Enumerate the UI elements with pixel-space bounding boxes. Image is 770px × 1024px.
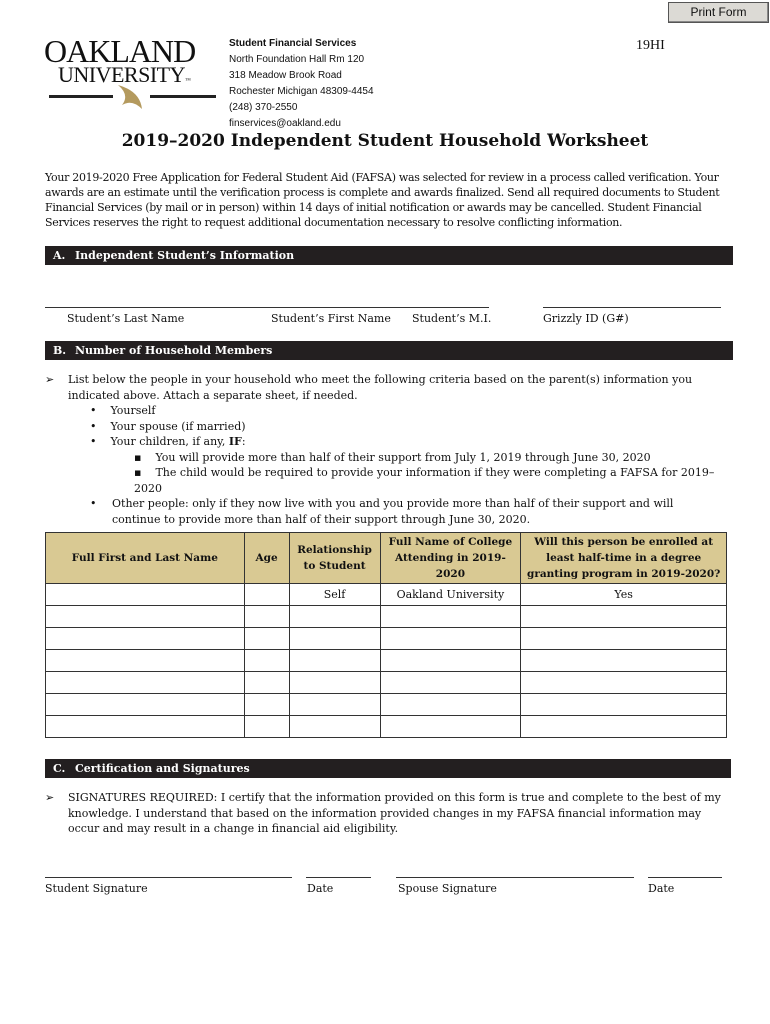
cell-name[interactable] [46, 650, 245, 672]
sail-icon [114, 83, 146, 111]
bullet-text: Your spouse (if married) [110, 419, 246, 433]
arrow-bullet-icon: ➢ [45, 373, 55, 386]
list-item: • Your spouse (if married) [90, 419, 246, 433]
table-row [46, 694, 727, 716]
section-letter: C. [53, 762, 66, 775]
cell-age[interactable] [244, 628, 289, 650]
date-line[interactable] [648, 877, 722, 878]
bullet-text: Your children, if any, [110, 435, 229, 448]
date-label: Date [648, 882, 675, 895]
section-letter: B. [53, 344, 67, 357]
header-enrolled: Will this person be enrolled at least half-time in a degree granting program in 2019-2020? [521, 533, 727, 584]
page-title: 2019–2020 Independent Student Household Worksheet [121, 131, 649, 151]
section-a-header [45, 246, 733, 265]
cell-relationship[interactable]: Self [289, 584, 380, 606]
logo-tm: ™ [185, 78, 191, 84]
cell-enrolled[interactable] [521, 650, 727, 672]
logo-oakland: OAKLAND [44, 33, 196, 69]
table-row [46, 606, 727, 628]
header-college: Full Name of College Attending in 2019-2020 [380, 533, 521, 584]
instruction-text: List below the people in your household who meet the following criteria based on the parent(s) information you indicated above. Attach a separate sheet, if needed. [68, 373, 693, 402]
section-letter: A. [53, 249, 66, 262]
cell-college[interactable]: Oakland University [380, 584, 521, 606]
cell-name[interactable] [46, 694, 245, 716]
office-name: Student Financial Services [229, 38, 357, 49]
cell-name[interactable] [46, 672, 245, 694]
if-word: IF [228, 435, 242, 448]
cell-college[interactable] [380, 694, 521, 716]
first-name-label: Student’s First Name [271, 312, 391, 325]
cell-relationship[interactable] [289, 716, 380, 738]
cell-enrolled[interactable] [521, 694, 727, 716]
address-line: 318 Meadow Brook Road [229, 70, 342, 81]
student-signature-line[interactable] [45, 877, 292, 878]
section-b-header [45, 341, 733, 360]
cell-enrolled[interactable]: Yes [521, 584, 727, 606]
cell-college[interactable] [380, 606, 521, 628]
list-item: • Yourself [90, 404, 156, 417]
cell-enrolled[interactable] [521, 606, 727, 628]
intro-paragraph: Your 2019-2020 Free Application for Federal Student Aid (FAFSA) was selected for review in a process called verification. Your awards are an estimate until the verification process is complete and awards finalized. Send all required documents to Student Financial Services (by mail or in person) within 14 days of initial notification or awards may be cancelled. Student Financial Services reserves the right to request additional documentation necessary to resolve conflicting information. [45, 171, 720, 229]
household-table [45, 532, 727, 738]
office-address [229, 36, 374, 132]
list-item: • Your children, if any, IF: [90, 435, 246, 448]
section-title: Independent Student’s Information [75, 249, 295, 262]
sub-list-item: ▪ You will provide more than half of their support from July 1, 2019 through June 30, 2020 [134, 450, 651, 464]
table-row [46, 584, 727, 606]
sub-list-item: ▪ The child would be required to provide your information if they were completing a FAFSA for 2019–2020 [134, 466, 715, 495]
spouse-signature-line[interactable] [396, 877, 634, 878]
table-row [46, 628, 727, 650]
cell-relationship[interactable] [289, 628, 380, 650]
certification-text [45, 790, 725, 837]
cell-enrolled[interactable] [521, 628, 727, 650]
logo-rule-left [49, 95, 113, 98]
form-code: 19HI [636, 38, 665, 53]
cell-relationship[interactable] [289, 606, 380, 628]
spouse-signature-label: Spouse Signature [398, 882, 497, 895]
household-instructions [45, 372, 725, 527]
header-name: Full First and Last Name [46, 533, 245, 584]
office-email: finservices@oakland.edu [229, 118, 341, 129]
cell-age[interactable] [244, 694, 289, 716]
cell-relationship[interactable] [289, 650, 380, 672]
table-row [46, 650, 727, 672]
name-line[interactable] [45, 307, 489, 308]
address-line: North Foundation Hall Rm 120 [229, 54, 365, 65]
cell-age[interactable] [244, 606, 289, 628]
table-header-row [46, 533, 727, 584]
cell-enrolled[interactable] [521, 672, 727, 694]
cell-college[interactable] [380, 672, 521, 694]
bullet-text: Other people: only if they now live with you and you provide more than half of their support and will continue to provide more than half of their support through June 30, 2020. [112, 497, 674, 526]
logo-rule-right [150, 95, 216, 98]
list-item: • Other people: only if they now live with you and you provide more than half of their support and will continue to provide more than half of their support through June 30, 2020. [90, 496, 725, 527]
bullet-text: Yourself [110, 404, 156, 417]
cell-relationship[interactable] [289, 672, 380, 694]
cell-college[interactable] [380, 650, 521, 672]
mi-label: Student’s M.I. [412, 312, 492, 325]
cell-age[interactable] [244, 672, 289, 694]
address-line: Rochester Michigan 48309-4454 [229, 86, 374, 97]
grizzly-id-label: Grizzly ID (G#) [543, 312, 629, 325]
cell-name[interactable] [46, 606, 245, 628]
cell-name[interactable] [46, 716, 245, 738]
grizzly-id-line[interactable] [543, 307, 721, 308]
arrow-bullet-icon: ➢ [45, 791, 55, 804]
last-name-label: Student’s Last Name [67, 312, 185, 325]
date-line[interactable] [306, 877, 371, 878]
certification-statement: SIGNATURES REQUIRED: I certify that the information provided on this form is true and complete to the best of my knowledge. I understand that based on the information provided changes in my FAFSA financial information may occur and may result in a change in financial aid eligibility. [68, 791, 721, 835]
sub-bullet-text: The child would be required to provide your information if they were completing a FAFSA for 2019–2020 [134, 466, 715, 495]
print-form-button[interactable]: Print Form [668, 2, 769, 23]
cell-age[interactable] [244, 650, 289, 672]
cell-college[interactable] [380, 628, 521, 650]
cell-college[interactable] [380, 716, 521, 738]
sub-bullet-text: You will provide more than half of their support from July 1, 2019 through June 30, 2020 [155, 450, 651, 464]
section-title: Certification and Signatures [75, 762, 250, 775]
cell-enrolled[interactable] [521, 716, 727, 738]
office-phone: (248) 370-2550 [229, 102, 298, 113]
cell-name[interactable] [46, 584, 245, 606]
table-row [46, 672, 727, 694]
cell-relationship[interactable] [289, 694, 380, 716]
cell-age[interactable] [244, 716, 289, 738]
section-title: Number of Household Members [75, 344, 273, 357]
section-c-header [45, 759, 731, 778]
logo-university-text: UNIVERSITY [58, 62, 185, 87]
cell-name[interactable] [46, 628, 245, 650]
date-label: Date [307, 882, 334, 895]
student-signature-label: Student Signature [45, 882, 148, 895]
header-relationship: Relationship to Student [289, 533, 380, 584]
table-row [46, 716, 727, 738]
header-age: Age [244, 533, 289, 584]
cell-age[interactable] [244, 584, 289, 606]
